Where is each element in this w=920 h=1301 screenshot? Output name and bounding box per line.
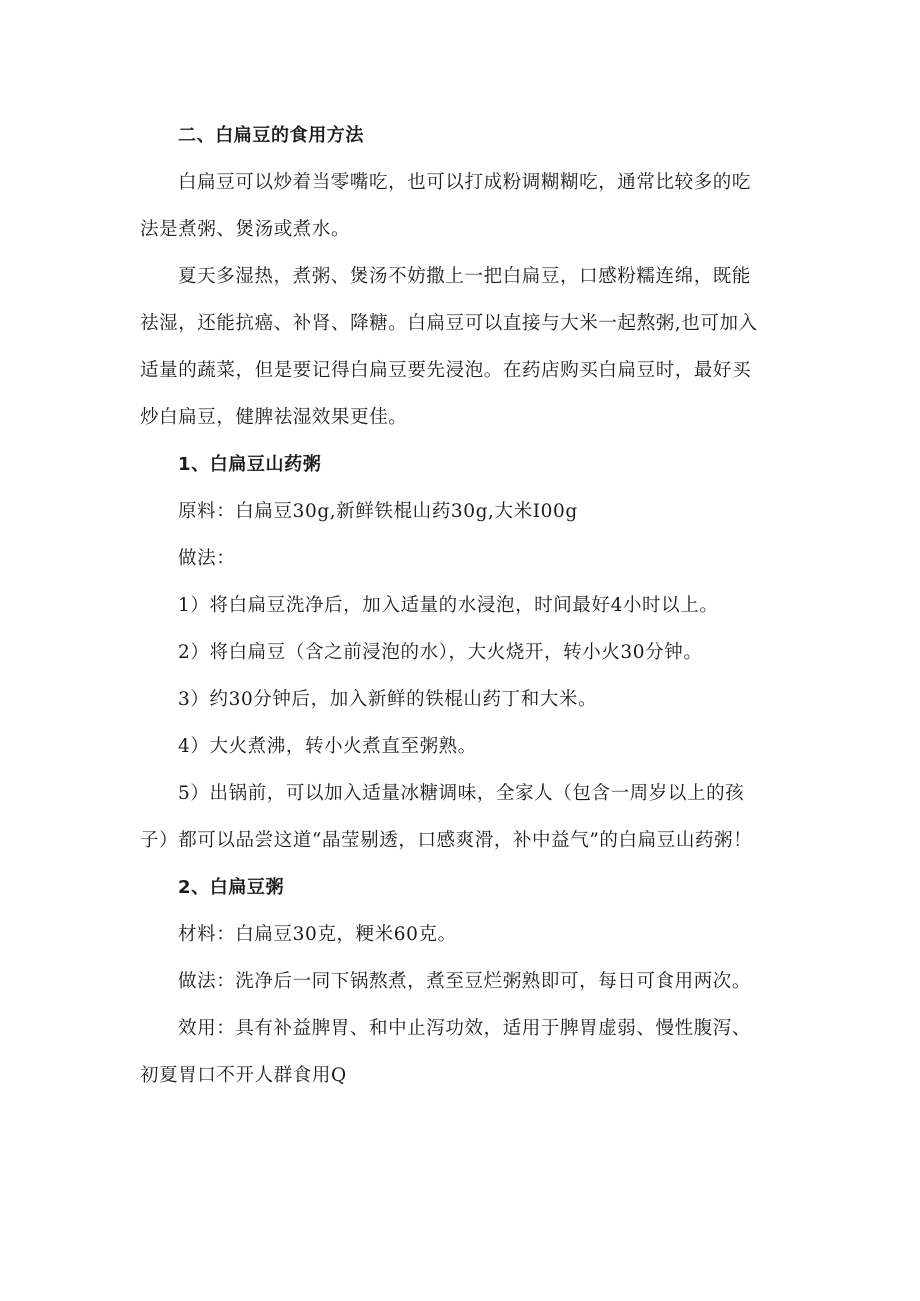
paragraph-line: 适量的蔬菜，但是要记得白扁豆要先浸泡。在药店购买白扁豆时，最好买 xyxy=(140,360,752,381)
step-line: 2）将白扁豆（含之前浸泡的水），大火烧开，转小火30分钟。 xyxy=(178,642,703,663)
recipe-heading: 1、白扁豆山药粥 xyxy=(178,454,322,475)
ingredients-line: 材料：白扁豆30克，粳米60克。 xyxy=(178,924,457,945)
section-heading: 二、白扁豆的食用方法 xyxy=(178,125,364,146)
paragraph-line: 白扁豆可以炒着当零嘴吃，也可以打成粉调糊糊吃，通常比较多的吃 xyxy=(178,172,752,193)
document-body xyxy=(140,112,790,1099)
paragraph-line: 法是煮粥、煲汤或煮水。 xyxy=(140,219,351,240)
effect-line: 效用：具有补益脾胃、和中止泻功效，适用于脾胃虚弱、慢性腹泻、 xyxy=(178,1018,752,1039)
step-line: 3）约30分钟后，加入新鲜的铁棍山药丁和大米。 xyxy=(178,689,598,710)
step-line: 5）出锅前，可以加入适量冰糖调味，全家人（包含一周岁以上的孩 xyxy=(178,783,745,804)
paragraph-line: 炒白扁豆，健脾祛湿效果更佳。 xyxy=(140,407,408,428)
paragraph-line: 夏天多湿热，煮粥、煲汤不妨撒上一把白扁豆，口感粉糯连绵，既能 xyxy=(178,266,752,287)
method-label: 做法： xyxy=(178,548,236,569)
paragraph-line: 祛湿，还能抗癌、补肾、降糖。白扁豆可以直接与大米一起熬粥,也可加入 xyxy=(140,313,758,334)
ingredients-line: 原料：白扁豆30g,新鲜铁棍山药30g,大米I00g xyxy=(178,501,578,522)
step-line: 4）大火煮沸，转小火煮直至粥熟。 xyxy=(178,736,477,757)
recipe-heading: 2、白扁豆粥 xyxy=(178,877,285,898)
method-line: 做法：洗净后一同下锅熬煮，煮至豆烂粥熟即可，每日可食用两次。 xyxy=(178,971,752,992)
step-line: 1）将白扁豆洗净后，加入适量的水浸泡，时间最好4小时以上。 xyxy=(178,595,719,616)
effect-line: 初夏胃口不开人群食用Q xyxy=(140,1065,347,1086)
step-line: 子）都可以品尝这道“晶莹剔透，口感爽滑，补中益气”的白扁豆山药粥！ xyxy=(140,830,753,851)
